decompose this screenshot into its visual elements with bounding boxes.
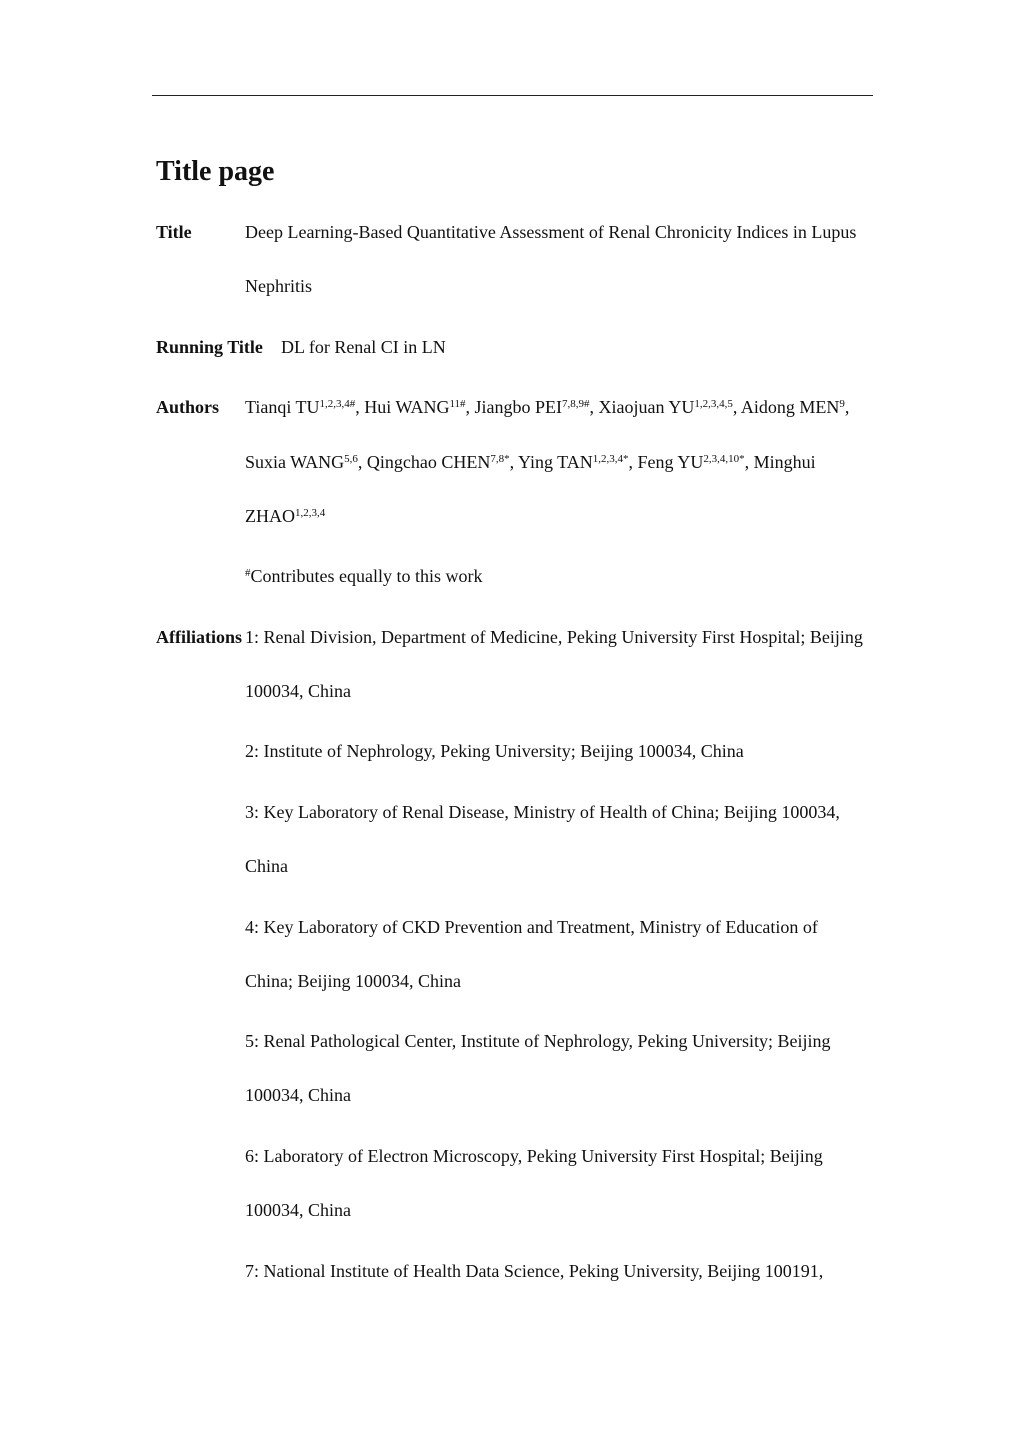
affiliation-line: 3: Key Laboratory of Renal Disease, Ministry of Health of China; Beijing 100034, <box>245 802 840 822</box>
author: Feng $YU^{2,3,4,10*}$, <box>637 452 754 472</box>
affiliation-line: 100034, China <box>245 681 351 701</box>
author: Qingchao $CHEN^{7,8*}$, <box>366 452 518 472</box>
author: Jiangbo $PEI^{7,8,9\#}$, <box>474 397 599 417</box>
affiliation-line: 6: Laboratory of Electron Microscopy, Peking University First Hospital; Beijing <box>245 1146 823 1166</box>
running-title-label: Running Title <box>156 337 263 357</box>
authors-line-2 <box>245 449 816 475</box>
title-label: Title <box>156 222 192 242</box>
affiliations-label: Affiliations <box>156 627 243 647</box>
affiliation-line: 2: Institute of Nephrology, Peking University; Beijing 100034, China <box>245 741 744 761</box>
author: Xiaojuan YU$^{1,2,3,4,5}$, <box>598 397 741 417</box>
author: Ying $TAN^{1,2,3,4*}$, <box>518 452 638 472</box>
author: Suxia WANG$^{5,6}$, <box>245 452 367 472</box>
affiliation-line: 7: National Institute of Health Data Science, Peking University, Beijing 100191, <box>245 1261 824 1281</box>
author: Tianqi $TU^{1,2,3,4\#}$, <box>245 397 365 417</box>
author: Minghui <box>753 452 816 472</box>
note-text: Contributes equally to this work <box>250 566 483 586</box>
affiliation-line: 5: Renal Pathological Center, Institute of Nephrology, Peking University; Beijing <box>245 1031 831 1051</box>
equal-contribution-note <box>245 563 482 589</box>
title-line-1: Deep Learning-Based Quantitative Assessment of Renal Chronicity Indices in Lupus <box>245 222 857 242</box>
top-rule <box>152 95 873 96</box>
author: Aidong MEN$^9$, <box>740 397 850 417</box>
affiliation-line: 100034, China <box>245 1085 351 1105</box>
affiliation-line: China <box>245 856 288 876</box>
title-line-2: Nephritis <box>245 276 312 296</box>
running-title-value: DL for Renal CI in LN <box>281 337 446 357</box>
author: ZHAO$^{1,2,3,4}$ <box>245 506 326 526</box>
affiliation-line: 1: Renal Division, Department of Medicine, Peking University First Hospital; Beijing <box>245 627 863 647</box>
authors-label: Authors <box>156 397 220 417</box>
author: Hui $WANG^{11\#}$, <box>364 397 475 417</box>
affiliation-line: China; Beijing 100034, China <box>245 971 461 991</box>
authors-line-3 <box>245 503 325 529</box>
affiliation-line: 4: Key Laboratory of CKD Prevention and Treatment, Ministry of Education of <box>245 917 818 937</box>
note-symbol: # <box>245 566 251 579</box>
affiliation-line: 100034, China <box>245 1200 351 1220</box>
page-title: Title page <box>156 156 275 187</box>
authors-line-1 <box>245 394 849 420</box>
